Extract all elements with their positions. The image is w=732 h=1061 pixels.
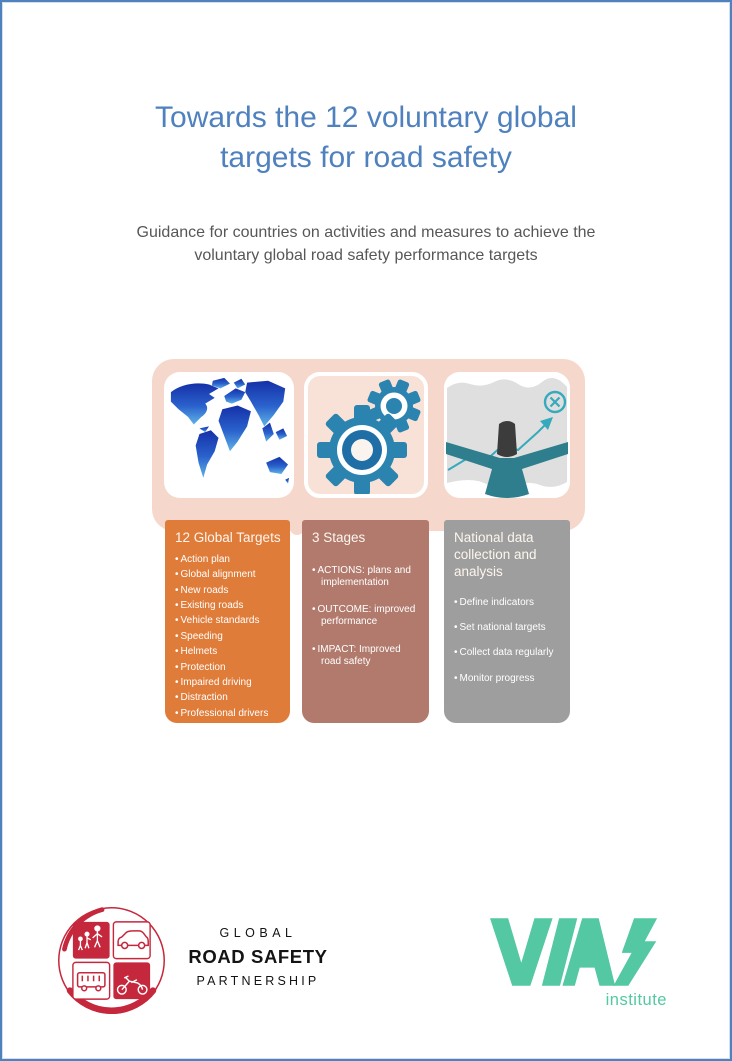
column-item-list xyxy=(312,565,420,668)
vias-wordmark-icon xyxy=(490,918,667,986)
column-item: • Helmets xyxy=(175,646,281,658)
data-analysis-image xyxy=(444,372,570,498)
page-title xyxy=(2,98,730,177)
pedestrians-icon xyxy=(73,922,110,959)
column-3-stages xyxy=(302,520,429,723)
page-title-line1: Towards the 12 voluntary global xyxy=(155,101,577,135)
column-item: • Global alignment xyxy=(175,569,281,581)
column-header: 3 Stages xyxy=(312,530,366,545)
column-item-list xyxy=(454,597,561,685)
grsp-logo xyxy=(55,904,168,1017)
column-item: • New roads xyxy=(175,585,281,597)
column-item: • OUTCOME: improved performance xyxy=(312,604,420,628)
column-item: • Vehicle standards xyxy=(175,615,281,627)
column-item: • Professional drivers xyxy=(175,708,281,720)
page-subtitle xyxy=(2,221,730,267)
column-item-list xyxy=(175,554,281,735)
grsp-line-partnership: PARTNERSHIP xyxy=(196,974,320,988)
column-item: • Impaired driving xyxy=(175,677,281,689)
column-item: • Set national targets xyxy=(454,622,561,634)
grsp-logo-icon xyxy=(55,904,168,1017)
column-item: • Action plan xyxy=(175,554,281,566)
column-item: • Protection xyxy=(175,662,281,674)
gears-icon xyxy=(308,376,424,494)
vias-logo xyxy=(490,918,667,1010)
page-title-line2: targets for road safety xyxy=(220,140,512,174)
column-national-data xyxy=(444,520,570,723)
page-subtitle-line1: Guidance for countries on activities and measures to achieve the xyxy=(136,224,596,241)
column-header: 12 Global Targets xyxy=(175,530,281,545)
world-map-image xyxy=(164,372,294,498)
column-12-global-targets xyxy=(165,520,290,735)
column-item: • IMPACT: Improved road safety xyxy=(312,644,420,668)
grsp-wordmark xyxy=(180,926,336,988)
column-item: • Collect data regularly xyxy=(454,647,561,659)
column-item: • ACTIONS: plans and implementation xyxy=(312,565,420,589)
column-item: • Emergency care xyxy=(175,723,281,735)
gears-image xyxy=(304,372,428,498)
column-item: • Define indicators xyxy=(454,597,561,609)
page-subtitle-line2: voluntary global road safety performance targets xyxy=(194,247,538,265)
bus-icon xyxy=(73,962,110,999)
grsp-line-road-safety: ROAD SAFETY xyxy=(188,946,328,967)
column-header: National data collection and analysis xyxy=(454,530,537,579)
target-progress-icon xyxy=(444,372,570,498)
vias-institute-label: institute xyxy=(605,991,667,1009)
column-item: • Distraction xyxy=(175,692,281,704)
grsp-line-global: GLOBAL xyxy=(219,926,297,940)
world-map-icon xyxy=(167,375,291,495)
column-item: • Monitor progress xyxy=(454,673,561,685)
column-item: • Speeding xyxy=(175,631,281,643)
column-item: • Existing roads xyxy=(175,600,281,612)
